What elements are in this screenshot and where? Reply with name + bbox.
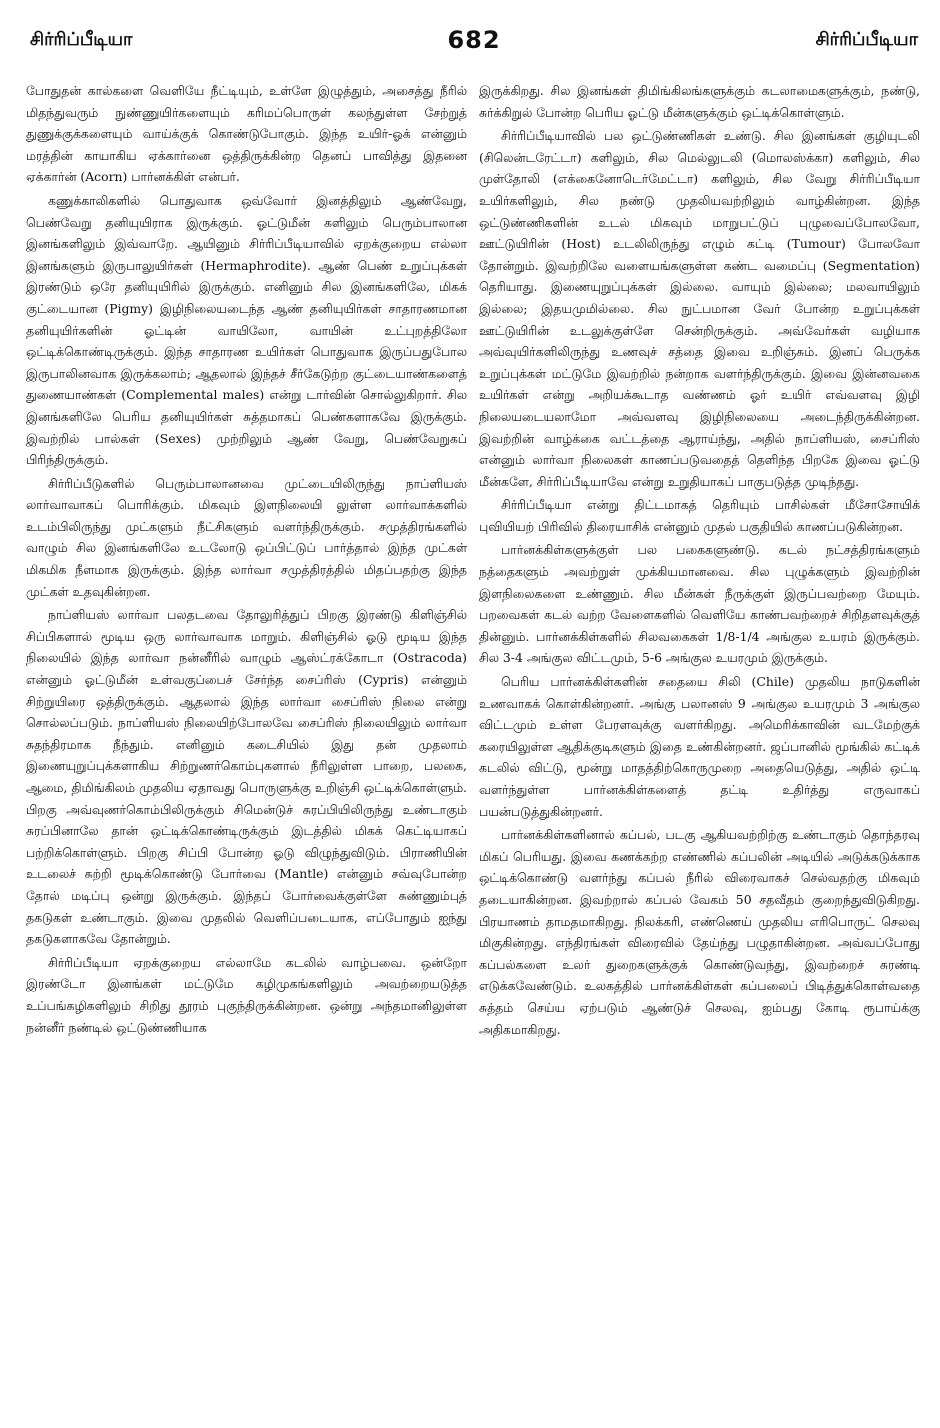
page-number: 682 [447,26,501,54]
paragraph: பார்னக்கிள்களினால் கப்பல், படகு ஆகியவற்றிற்கு உண்டாகும் தொந்தரவு மிகப் பெரியது. இவை கணக்கற்ற எண்ணில் கப்பலின் அடியில் அடுக்கடுக்காக ஒட்டிக்கொண்டு வளர்ந்து கப்பல் நீரில் விரைவாகச் செல்வதற்கு மிகவும் தடையாகின்றன. இவற்றால் கப்பல் வேகம் 50 சதவீதம் குறைந்துவிடுகிறது. பிரயாணம் தாமதமாகிறது. நிலக்கரி, எண்ணெய் முதலிய எரிபொருட் செலவு மிகுகின்றது. எந்திரங்கள் விரைவில் தேய்ந்து பழுதாகின்றன. அவ்வப்போது கப்பல்களை உலர் துறைகளுக்குக் கொண்டுவந்து, இவற்றைச் சுரண்டி எடுக்கவேண்டும். உலகத்தில் பார்னக்கிள்கள் கப்பலைப் பிடித்துக்கொள்வதை சுத்தம் செய்ய ஏற்படும் ஆண்டுச் செலவு, ஐம்பது கோடி ரூபாய்க்கு அதிகமாகிறது. [479,827,920,1037]
left-column [26,80,467,1408]
right-column [479,80,920,1408]
paragraph: சிர்ரிப்பீடியா ஏறக்குறைய எல்லாமே கடலில் வாழ்பவை. ஒன்றோ இரண்டோ இனங்கள் மட்டுமே கழிமுகங்களிலும் அவற்றையடுத்த உப்பங்கழிகளிலும் சிறிது தூரம் புகுந்திருக்கின்றன. ஒன்று அந்தமானிலுள்ள நன்னீர் நண்டில் ஒட்டுண்ணியாக [26,954,467,1035]
paragraph: சிர்ரிப்பீடியாவில் பல ஒட்டுண்ணிகள் உண்டு. சில இனங்கள் குழியுடலி (சிலென்டரேட்டா) களிலும், சில மெல்லுடலி (மொலஸ்க்கா) களிலும், சில முள்தோலி (எக்கைனோடெர்மேட்டா) களிலும், சில வேறு சிர்ரிப்பீடியா உயிர்களிலும், சில நண்டு முதலியவற்றிலும் வாழ்கின்றன. இந்த ஒட்டுண்ணிகளின் உடல் மிகவும் மாறுபட்டுப் புழுவைப்போலவோ, ஊட்டுயிரின் (Host) உடலிலிருந்து எழும் கட்டி (Tumour) போலவோ தோன்றும். இவற்றிலே வளையங்களுள்ள கண்ட வமைப்பு (Segmentation) தெரியாது. இணையுறுப்புக்கள் இல்லை. வாயும் இல்லை; மலவாயிலும் இல்லை; இதயமுமில்லை. சில நுட்பமான வேர் போன்ற உறுப்புக்கள் ஊட்டுயிரின் உடலுக்குள்ளே சென்றிருக்கும். அவ்வேர்கள் வழியாக அவ்வுயிர்களிலிருந்து உணவுச் சத்தை இவை உறிஞ்சும். இனப் பெருக்க உறுப்புக்கள் மட்டுமே இவற்றில் நன்றாக வளர்ந்திருக்கும். இவை இன்னவகை உயிர்கள் என்று அறியக்கூடாத வண்ணம் ஓர் உயிர் எவ்வளவு இழி நிலையடையலாமோ அவ்வளவு இழிநிலையை அடைந்திருக்கின்றன. இவற்றின் வாழ்க்கை வட்டத்தை ஆராய்ந்து, அதில் நாப்ளியஸ், சைப்ரிஸ் என்னும் லார்வா நிலைகள் காணப்படுவதைத் தெளிந்த பிறகே இவை ஓட்டு மீன்களே, சிர்ரிப்பீடியாவே என்று உறுதியாகப் பாகுபடுத்த முடிந்தது. [479,128,920,489]
paragraph: கணுக்காலிகளில் பொதுவாக ஒவ்வோர் இனத்திலும் ஆண்வேறு, பெண்வேறு தனியுயிராக இருக்கும். ஓட்டுமீன் களிலும் பெரும்பாலான இனங்களிலும் இவ்வாறே. ஆயினும் சிர்ரிப்பீடியாவில் ஏறக்குறைய எல்லா இனங்களும் இருபாலுயிர்கள் (Hermaphrodite). ஆண் பெண் உறுப்புக்கள் இரண்டும் ஒரே தனியுயிரில் இருக்கும். எனினும் சில இனங்களிலே, மிகக் குட்டையான (Pigmy) இழிநிலையடைந்த ஆண் தனியுயிர்கள் சாதாரணமான தனியுயிர்களின் ஓட்டின் வாயிலோ, வாயின் உட்புறத்திலோ ஒட்டிக்கொண்டிருக்கும். இந்த சாதாரண உயிர்கள் பொதுவாக இருப்பதுபோல இருபாலினவாக இருக்கலாம்; ஆதலால் இந்தச் சீர்கேடுற்ற குட்டையாண்களைத் துணையாண்கள் (Complemental males) என்று டார்வின் சொல்லுகிறார். சில இனங்களிலே பெரிய தனியுயிர்கள் சுத்தமாகப் பெண்களாகவே இருக்கும். இவற்றில் பால்கள் (Sexes) முற்றிலும் ஆண் வேறு, பெண்வேறுகப் பிரிந்திருக்கும். [26,192,467,468]
paragraph: இருக்கிறது. சில இனங்கள் திமிங்கிலங்களுக்கும் கடலாமைகளுக்கும், நண்டு, சுர்க்கிறுல் போன்ற பெரிய ஓட்டு மீன்களுக்கும் ஒட்டிக்கொள்ளும். [479,83,920,120]
paragraph: நாப்ளியஸ் லார்வா பலதடவை தோலுரித்துப் பிறகு இரண்டு கிளிஞ்சில் சிப்பிகளால் மூடிய ஒரு லார்வாவாக மாறும். கிளிஞ்சில் ஓடு மூடிய இந்த நிலையில் இந்த லார்வா நன்னீரில் வாழும் ஆஸ்ட்ரக்கோடா (Ostracoda) என்னும் ஓட்டுமீன் உள்வகுப்பைச் சேர்ந்த சைப்ரிஸ் (Cypris) என்னும் சிற்றுயிரை ஒத்திருக்கும். ஆதலால் இந்த லார்வா சைப்ரிஸ் நிலை என்று சொல்லப்படும். நாப்ளியஸ் நிலையிற்போலவே சைப்ரிஸ் நிலையிலும் லார்வா சுதந்திரமாக நீந்தும். எனினும் கடைசியில் இது தன் முதலாம் இணையுறுப்புக்களாகிய சிற்றுணர்கொம்புகளால் நீரிலுள்ள பாறை, பலகை, ஆமை, திமிங்கிலம் முதலிய ஏதாவது பொருளுக்கு உறிஞ்சி ஒட்டிக்கொள்ளும். பிறகு அவ்வுணர்கொம்பிலிருக்கும் சிமென்டுச் சுரப்பியிலிருந்து உண்டாகும் சுரப்பினாலே தான் ஒட்டிக்கொண்டிருக்கும் இடத்தில் மிகக் கெட்டியாகப் பற்றிக்கொள்ளும். பிறகு சிப்பி போன்ற ஓடு விழுந்துவிடும். பிராணியின் உடலைச் சுற்றி மூடிக்கொண்டு போர்வை (Mantle) என்னும் சவ்வுபோன்ற தோல் மடிப்பு ஒன்று இருக்கும். இந்தப் போர்வைக்குள்ளே சுண்ணும்புத் தகடுகள் உண்டாகும். இவை முதலில் வெளிப்படையாக, எப்போதும் ஐந்து தகடுகளாகவே தோன்றும். [26,607,467,947]
text-columns [26,80,920,1408]
paragraph: சிர்ரிப்பீடுகளில் பெரும்பாலானவை முட்டையிலிருந்து நாப்ளியஸ் லார்வாவாகப் பொரிக்கும். மிகவும் இளநிலையி லுள்ள லார்வாக்களில் உடம்பிலிருந்து முட்களும் நீட்சிகளும் வளர்ந்திருக்கும். சமுத்திரங்களில் வாழும் சில இனங்களிலே உடலோடு ஒப்பிட்டுப் பார்த்தால் இந்த முட்கள் மிகமிக நீளமாக இருக்கும். இந்த லார்வா சமுத்திரத்தில் மிதப்பதற்கு இந்த முட்கள் உதவுகின்றன. [26,475,467,599]
paragraph: சிர்ரிப்பீடியா என்று திட்டமாகத் தெரியும் பாசில்கள் மீசோசோயிக் புவியியற் பிரிவில் திரையாசிக் என்னும் முதல் பகுதியில் காணப்படுகின்றன. [479,497,920,534]
running-title-right: சிர்ரிப்பீடியா [815,28,918,50]
page-header [30,20,918,60]
paragraph: பெரிய பார்னக்கிள்களின் சதையை சிலி (Chile) முதலிய நாடுகளின் உணவாகக் கொள்கின்றனர். அங்கு பலானஸ் 9 அங்குல உயரமும் 3 அங்குல விட்டமும் உள்ள பேரளவுக்கு வளர்கிறது. அமெரிக்காவின் வடமேற்குக் கரையிலுள்ள ஆதிக்குடிகளும் இதை உண்கின்றனர். ஜப்பானில் மூங்கில் கட்டிக் கடலில் விட்டு, மூன்று மாதத்திற்கொருமுறை அதையெடுத்து, அதில் ஒட்டி வளர்ந்துள்ள பார்னக்கிள்களைத் தட்டி உதிர்த்து எருவாகப் பயன்படுத்துகின்றனர். [479,674,920,819]
paragraph: பார்னக்கிள்களுக்குள் பல பகைகளுண்டு. கடல் நட்சத்திரங்களும் நத்தைகளும் அவற்றுள் முக்கியமானவை. சில புழுக்களும் இவற்றின் இளநிலைகளை உண்ணும். சில மீன்கள் நீருக்குள் இருப்பவற்றை மேயும். பறவைகள் கடல் வற்ற வேளைகளில் வெளியே காண்பவற்றைச் சிறிதளவுக்குத் தின்னும். பார்னக்கிள்களில் சிலவகைகள் 1/8-1/4 அங்குல உயரம் இருக்கும். சில 3-4 அங்குல விட்டமும், 5-6 அங்குல உயரமும் இருக்கும். [479,542,920,666]
paragraph: போதுதன் கால்களை வெளியே நீட்டியும், உள்ளே இழுத்தும், அசைத்து நீரில் மிதந்துவரும் நுண்ணுயிர்களையும் கரிமப்பொருள் கலந்துள்ள சேற்றுத் துணுக்குக்களையும் வாய்க்குக் கொண்டுபோகும். இந்த உயிர்-ஓக் என்னும் மரத்தின் காயாகிய ஏக்கார்னை ஒத்திருக்கின்ற தெனப் பாவித்து இதனை ஏக்கார்ன் (Acorn) பார்னக்கிள் என்பர். [26,83,467,185]
running-title-left: சிர்ரிப்பீடியா [30,28,133,50]
